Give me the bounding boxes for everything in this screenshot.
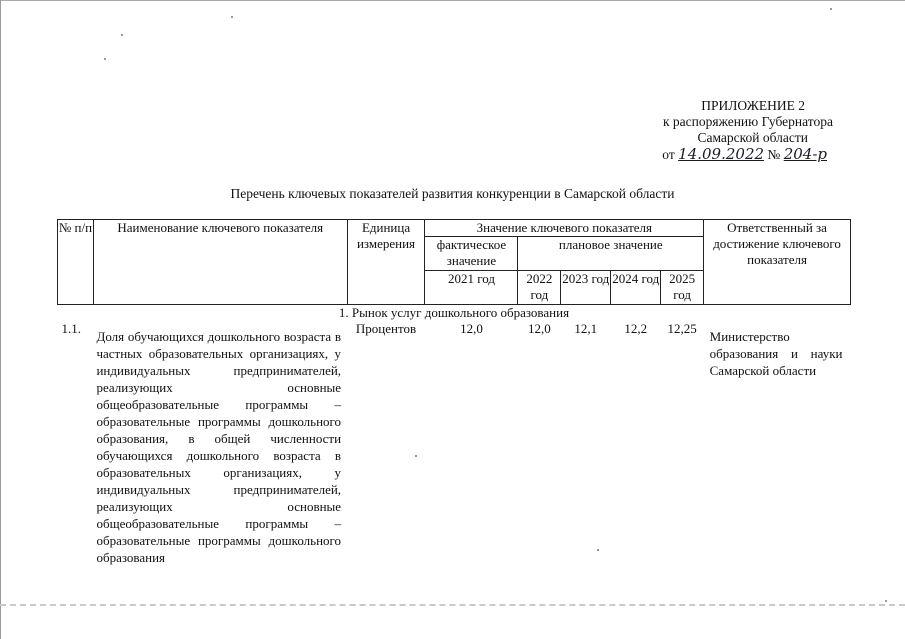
header-planned: плановое значение	[518, 237, 704, 271]
table-row	[58, 321, 851, 566]
appendix-block	[560, 98, 835, 163]
scan-speck	[104, 58, 106, 60]
appendix-line-1: к распоряжению Губернатора	[662, 114, 833, 129]
row-indicator-name: Доля обучающихся дошкольного возраста в частных образовательных организациях, у индивидуальных предпринимателей, реализующих основные общеобразовательные программы – образовательные программы дошкольного образования, в общей численности обучающихся дошкольного возраста в образовательных организациях, у индивидуальных предпринимателей, реализующих основные общеобразовательные программы – образовательные программы дошкольного образования	[96, 329, 342, 565]
scan-speck	[231, 16, 233, 18]
scan-left-edge	[0, 0, 1, 639]
appendix-date-line	[560, 146, 827, 163]
appendix-line-2: Самарской области	[697, 130, 808, 145]
date-prefix: от	[662, 147, 675, 162]
row-num: 1.1.	[61, 321, 81, 336]
section-title: 1. Рынок услуг дошкольного образования	[338, 305, 570, 320]
header-year-2022: 2022 год	[518, 271, 561, 305]
header-year-2024: 2024 год	[611, 271, 661, 305]
scan-speck	[830, 8, 832, 10]
row-value-2025: 12,25	[667, 321, 697, 336]
scan-top-edge	[0, 0, 905, 1]
row-unit: Процентов	[355, 321, 417, 336]
handwritten-number: 204-р	[783, 145, 827, 163]
document-title: Перечень ключевых показателей развития конкуренции в Самарской области	[230, 186, 675, 201]
row-value-2022: 12,0	[528, 321, 551, 336]
header-year-2021: 2021 год	[425, 271, 518, 305]
handwritten-date: 14.09.2022	[678, 145, 765, 163]
scan-speck	[121, 34, 123, 36]
header-value-group: Значение ключевого показателя	[425, 220, 704, 237]
header-responsible: Ответственный за достижение ключевого показателя	[704, 220, 851, 305]
header-num: № п/п	[58, 220, 94, 305]
row-value-2024: 12,2	[624, 321, 648, 336]
number-prefix: №	[767, 147, 781, 162]
appendix-title: ПРИЛОЖЕНИЕ 2	[701, 98, 805, 113]
row-responsible: Министерство образования и науки Самарской области	[709, 329, 843, 378]
scan-speck	[885, 600, 887, 602]
row-value-2023: 12,1	[574, 321, 598, 336]
header-year-2023: 2023 год	[561, 271, 611, 305]
header-actual: фактическое значение	[425, 237, 518, 271]
header-unit: Единица измерения	[347, 220, 425, 305]
indicators-table	[57, 219, 851, 566]
header-name: Наименование ключевого показателя	[93, 220, 347, 305]
scan-bottom-cut	[0, 604, 905, 606]
header-year-2025: 2025 год	[661, 271, 704, 305]
row-value-2021: 12,0	[460, 321, 483, 336]
